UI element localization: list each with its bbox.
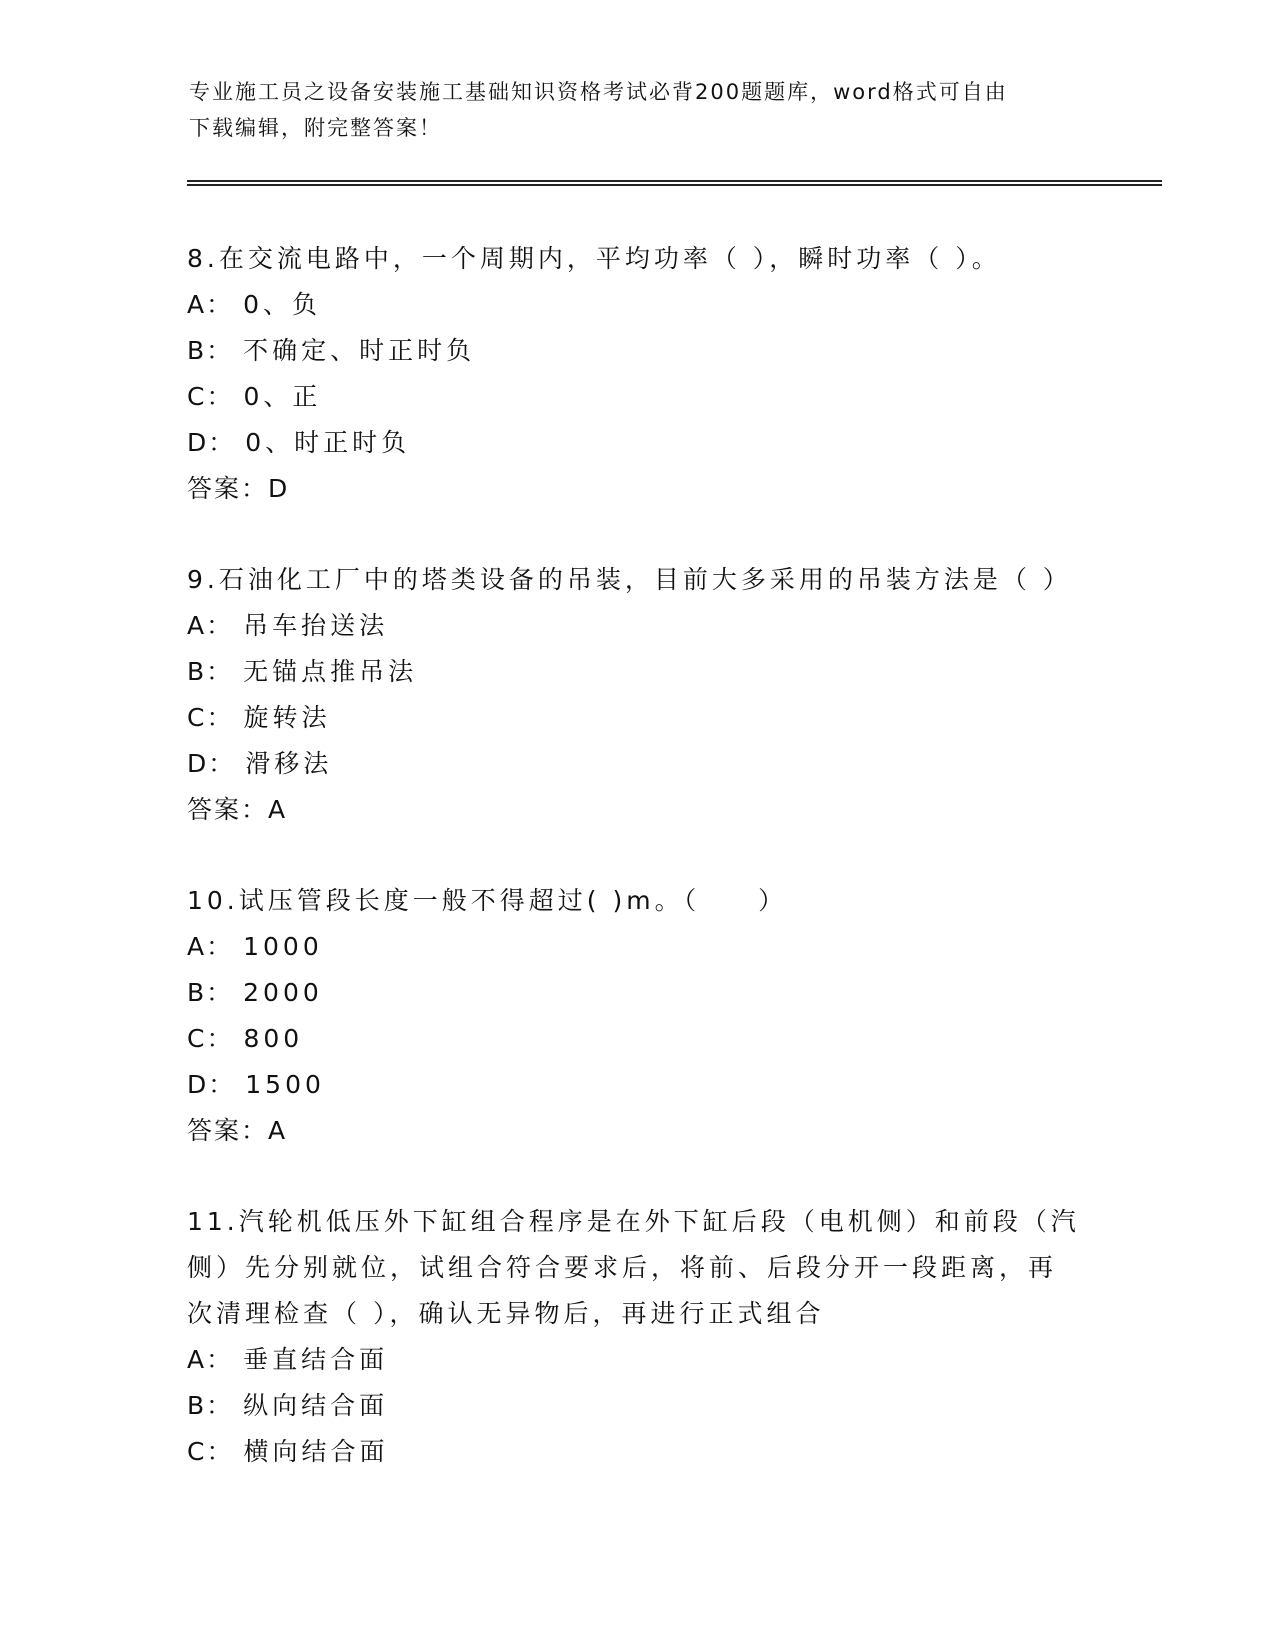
option-a [187, 282, 1087, 328]
question-stem: 8.在交流电路中，一个周期内，平均功率（ ），瞬时功率（ ）。 [187, 244, 1001, 273]
option-letter: A： [187, 1345, 234, 1374]
option-letter: B： [187, 978, 234, 1007]
document-header [189, 74, 1089, 146]
option-letter: C： [187, 703, 234, 732]
option-letter: C： [187, 1437, 234, 1466]
header-line-2: 下载编辑，附完整答案！ [189, 116, 442, 140]
option-text: 不确定、时正时负 [243, 336, 476, 365]
question-9 [187, 557, 1087, 833]
option-text: 纵向结合面 [243, 1391, 389, 1420]
option-d [187, 741, 1087, 787]
option-b [187, 970, 1087, 1016]
option-c [187, 374, 1087, 420]
question-8 [187, 236, 1087, 512]
option-letter: A： [187, 932, 234, 961]
option-text: 0、时正时负 [245, 428, 411, 457]
option-letter: A： [187, 611, 234, 640]
option-letter: B： [187, 1391, 234, 1420]
option-letter: A： [187, 290, 234, 319]
option-text: 2000 [243, 978, 323, 1007]
option-letter: D： [187, 428, 236, 457]
option-text: 800 [243, 1024, 304, 1053]
question-10 [187, 878, 1087, 1154]
option-text: 1500 [245, 1070, 325, 1099]
option-b [187, 1383, 1087, 1429]
answer: 答案：A [187, 1116, 288, 1145]
option-text: 吊车抬送法 [243, 611, 389, 640]
option-letter: B： [187, 336, 234, 365]
option-text: 垂直结合面 [243, 1345, 389, 1374]
option-text: 横向结合面 [243, 1437, 389, 1466]
option-text: 旋转法 [243, 703, 331, 732]
option-text: 滑移法 [245, 749, 333, 778]
option-text: 0、正 [243, 382, 322, 411]
option-a [187, 1337, 1087, 1383]
option-letter: C： [187, 1024, 234, 1053]
option-letter: D： [187, 749, 236, 778]
question-stem: 10.试压管段长度一般不得超过( )m。（ ） [187, 886, 788, 915]
question-stem-line-3: 次清理检查（ ），确认无异物后，再进行正式组合 [187, 1299, 825, 1328]
option-d [187, 420, 1087, 466]
option-text: 1000 [243, 932, 323, 961]
answer: 答案：D [187, 474, 290, 503]
option-a [187, 924, 1087, 970]
option-letter: D： [187, 1070, 236, 1099]
header-line-1: 专业施工员之设备安装施工基础知识资格考试必背200题题库，word格式可自由 [189, 80, 1008, 104]
question-stem-line-1: 11.汽轮机低压外下缸组合程序是在外下缸后段（电机侧）和前段（汽 [187, 1207, 1080, 1236]
header-divider-top [187, 180, 1162, 182]
option-letter: C： [187, 382, 234, 411]
answer: 答案：A [187, 795, 288, 824]
option-d [187, 1062, 1087, 1108]
option-c [187, 1429, 1087, 1475]
option-c [187, 1016, 1087, 1062]
header-divider-bottom [187, 184, 1162, 186]
option-a [187, 603, 1087, 649]
question-11 [187, 1199, 1087, 1475]
option-b [187, 649, 1087, 695]
option-text: 0、负 [243, 290, 322, 319]
question-stem-line-2: 侧）先分别就位，试组合符合要求后，将前、后段分开一段距离，再 [187, 1253, 1058, 1282]
option-c [187, 695, 1087, 741]
option-text: 无锚点推吊法 [243, 657, 418, 686]
question-stem: 9.石油化工厂中的塔类设备的吊装，目前大多采用的吊装方法是（ ） [187, 565, 1072, 594]
option-letter: B： [187, 657, 234, 686]
option-b [187, 328, 1087, 374]
